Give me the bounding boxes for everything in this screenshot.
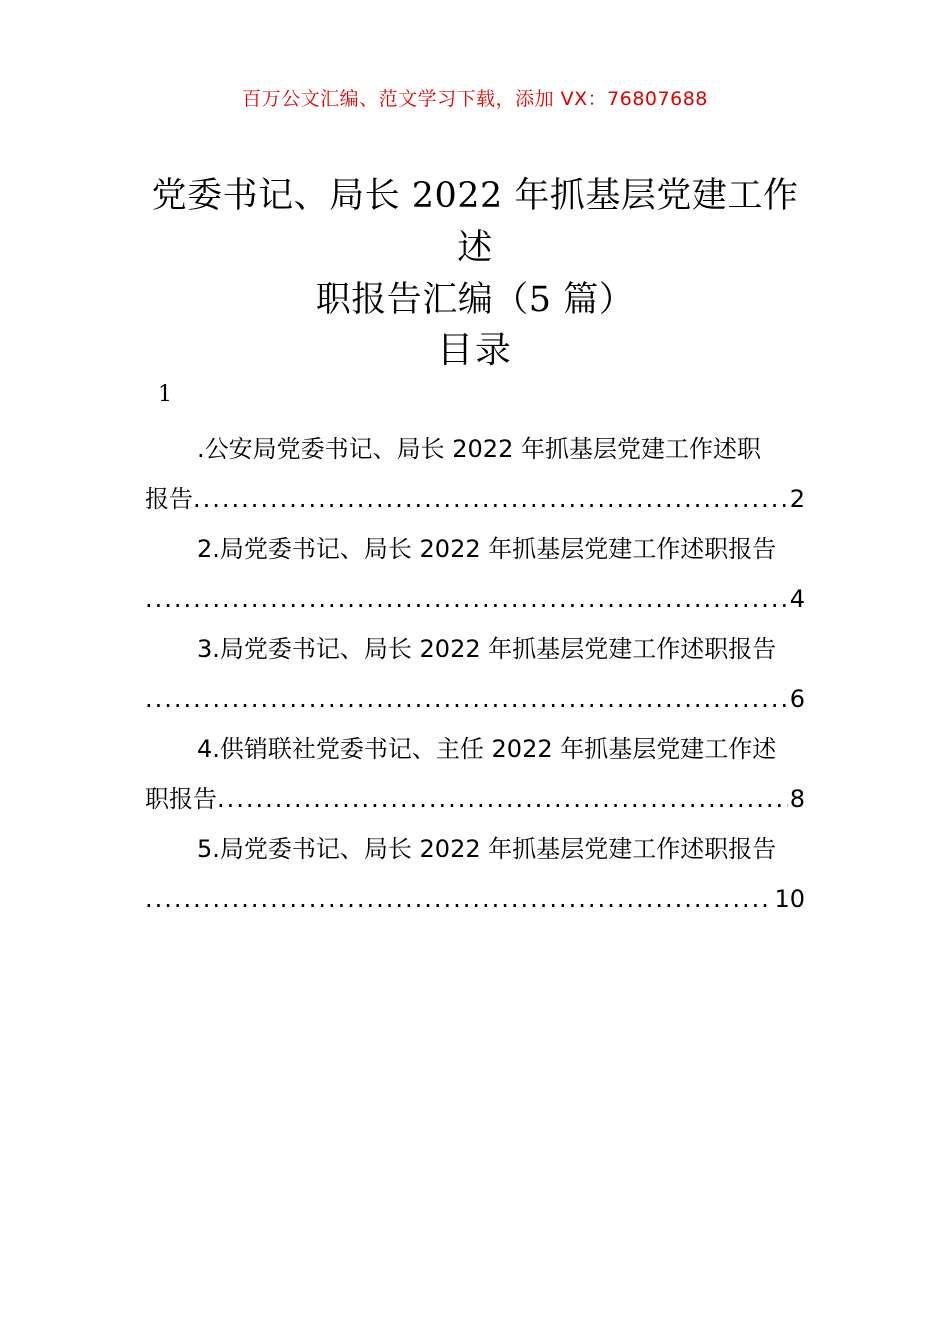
toc-entry-page: 6 (789, 685, 805, 713)
toc-entry-2[interactable] (145, 525, 805, 625)
toc-entry-title-cont: 报告 (145, 485, 193, 513)
toc-heading: 目录 (436, 330, 513, 371)
dot-leader (193, 473, 788, 525)
document-title (140, 170, 810, 326)
table-of-contents (145, 425, 805, 925)
stray-number: 1 (158, 382, 172, 407)
dot-leader (145, 573, 788, 625)
dot-leader (145, 673, 788, 725)
download-notice: 百万公文汇编、范文学习下载，添加 VX：76807688 (242, 88, 708, 110)
toc-entry-title-cont: 职报告 (145, 785, 217, 813)
title-line-2: 职报告汇编（5 篇） (315, 280, 635, 320)
toc-entry-page: 8 (789, 785, 805, 813)
toc-entry-page: 4 (789, 585, 805, 613)
toc-entry-page: 10 (774, 885, 805, 913)
title-line-1: 党委书记、局长 2022 年抓基层党建工作述 (151, 176, 799, 268)
dot-leader (145, 873, 772, 925)
toc-entry-title: 3.局党委书记、局长 2022 年抓基层党建工作述职报告 (197, 635, 777, 663)
toc-entry-title: 4.供销联社党委书记、主任 2022 年抓基层党建工作述 (197, 735, 777, 763)
toc-entry-1[interactable] (145, 425, 805, 525)
toc-entry-title: 5.局党委书记、局长 2022 年抓基层党建工作述职报告 (197, 835, 777, 863)
toc-entry-3[interactable] (145, 625, 805, 725)
toc-entry-title: 2.局党委书记、局长 2022 年抓基层党建工作述职报告 (197, 535, 777, 563)
toc-entry-page: 2 (789, 485, 805, 513)
dot-leader (217, 773, 788, 825)
toc-entry-5[interactable] (145, 825, 805, 925)
toc-entry-4[interactable] (145, 725, 805, 825)
toc-entry-title: .公安局党委书记、局长 2022 年抓基层党建工作述职 (197, 435, 761, 463)
